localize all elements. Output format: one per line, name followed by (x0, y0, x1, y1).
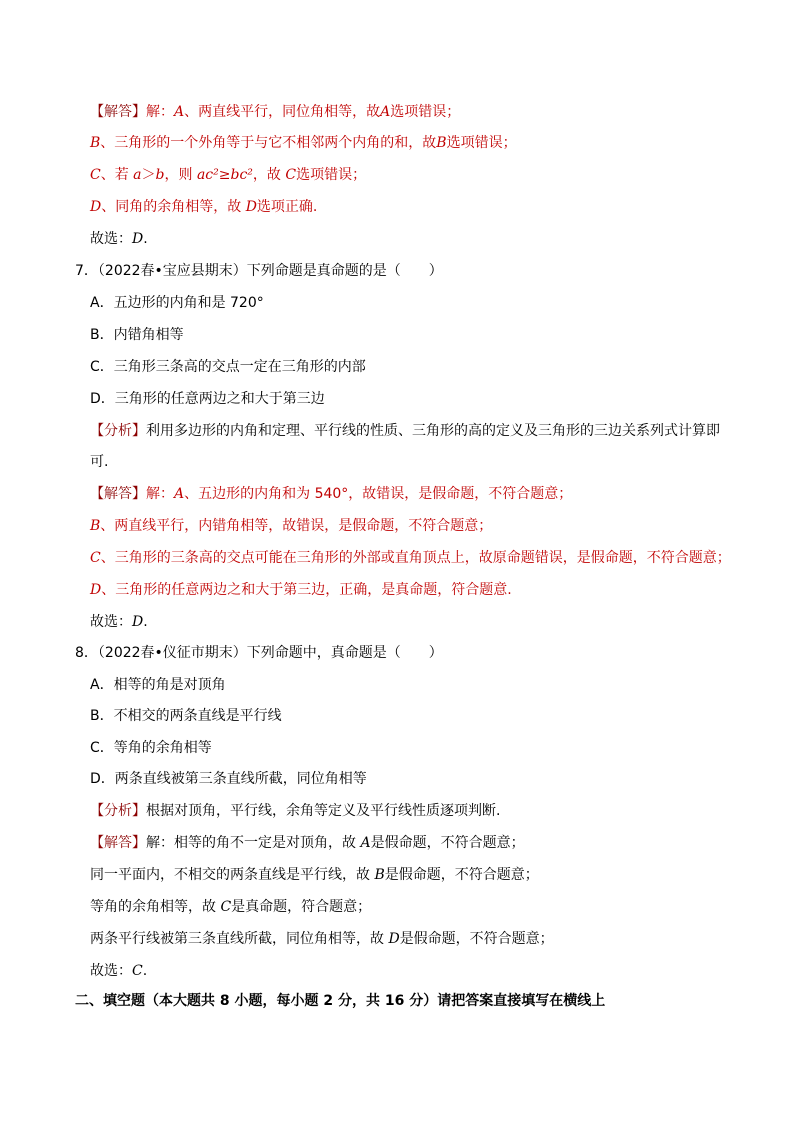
q8-option-c: C．等角的余角相等 (90, 740, 212, 756)
q6-choose-line: 故选：D. (90, 231, 148, 247)
solution-tag: 【解答】 (90, 104, 146, 120)
q8-stem: 8．（2022春•仪征市期末）下列命题中，真命题是（ ） (75, 645, 443, 661)
q8-analysis-line: 【分析】根据对顶角，平行线，余角等定义及平行线性质逐项判断. (90, 803, 501, 819)
analysis-tag: 【分析】 (90, 423, 146, 439)
q8-option-a: A．相等的角是对顶角 (90, 677, 226, 693)
q7-solution-line-2: B、两直线平行，内错角相等，故错误，是假命题，不符合题意； (90, 518, 493, 534)
section-heading: 二、填空题（本大题共 8 小题，每小题 2 分，共 16 分）请把答案直接填写在横线上 (75, 993, 606, 1009)
q7-solution-line-3: C、三角形的三条高的交点可能在三角形的外部或直角顶点上，故原命题错误，是假命题，不符合题意； (90, 550, 731, 566)
q8-solution-line-4: 两条平行线被第三条直线所截，同位角相等，故 D是假命题，不符合题意； (90, 931, 554, 947)
q6-solution-line-4: D、同角的余角相等，故 D选项正确. (90, 199, 318, 215)
q7-choose-line: 故选：D. (90, 614, 148, 630)
q7-analysis-line-1: 【分析】利用多边形的内角和定理、平行线的性质、三角形的高的定义及三角形的三边关系列式计算即 (90, 423, 720, 439)
q8-solution-line-2: 同一平面内，不相交的两条直线是平行线，故 B是假命题，不符合题意； (90, 867, 539, 883)
q8-option-d: D．两条直线被第三条直线所截，同位角相等 (90, 771, 367, 787)
q7-option-c: C．三角形三条高的交点一定在三角形的内部 (90, 359, 366, 375)
q8-solution-line-3: 等角的余角相等，故 C是真命题，符合题意； (90, 899, 372, 915)
math-expression: ac²≥bc² (196, 167, 253, 183)
q7-solution-line-1: 【解答】解：A、五边形的内角和为 540°，故错误，是假命题，不符合题意； (90, 486, 573, 502)
q8-solution-line-1: 【解答】解：相等的角不一定是对顶角，故 A是假命题，不符合题意； (90, 835, 525, 851)
q7-option-b: B．内错角相等 (90, 327, 184, 343)
q7-solution-line-4: D、三角形的任意两边之和大于第三边，正确，是真命题，符合题意. (90, 582, 512, 598)
q6-solution-line-3: C、若 a＞b，则 ac²≥bc²，故 C选项错误； (90, 167, 367, 183)
q7-analysis-line-2: 可. (90, 454, 109, 470)
q7-stem: 7．（2022春•宝应县期末）下列命题是真命题的是（ ） (75, 263, 443, 279)
solution-tag: 【解答】 (90, 486, 146, 502)
q8-choose-line: 故选：C. (90, 963, 148, 979)
q6-solution-line-1: 【解答】解：A、两直线平行，同位角相等，故A选项错误； (90, 104, 461, 120)
q6-solution-line-2: B、三角形的一个外角等于与它不相邻两个内角的和，故B选项错误； (90, 135, 517, 151)
solution-tag: 【解答】 (90, 835, 146, 851)
analysis-tag: 【分析】 (90, 803, 146, 819)
q8-option-b: B．不相交的两条直线是平行线 (90, 708, 282, 724)
q7-option-a: A．五边形的内角和是 720° (90, 295, 264, 311)
q7-option-d: D．三角形的任意两边之和大于第三边 (90, 391, 325, 407)
